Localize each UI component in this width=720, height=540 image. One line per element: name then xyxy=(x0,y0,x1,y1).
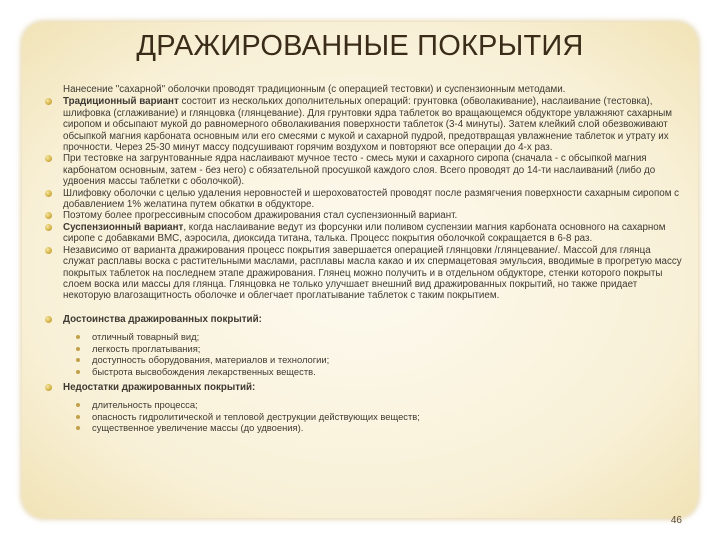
disadvantage-text: длительность процесса; xyxy=(92,398,198,410)
sub-bullet-icon xyxy=(76,370,80,374)
sub-bullet-icon xyxy=(76,335,80,339)
paragraph-text: При тестовке на загрунтованные ядра наслаивают мучное тесто - смесь муки и сахарного сиропа (сначала - с обсыпкой магния карбонатом основным, затем - без него) с обязательной просушкой каждого слоя. Всего проводят до 14-ти наслаиваний (либо до удвоения массы таблетки с оболочкой). xyxy=(63,153,656,188)
paragraph-text: Поэтому более прогрессивным способом дражирования стал суспензионный вариант. xyxy=(63,210,458,222)
intro-text: Нанесение "сахарной" оболочки проводят традиционным (с операцией тестовки) и суспензионным методами. xyxy=(63,84,566,95)
bullet-icon xyxy=(45,212,52,219)
paragraph-lead: Суспензионный вариант xyxy=(63,221,184,233)
disadvantage-text: опасность гидролитической и тепловой деструкции действующих веществ; xyxy=(92,410,420,422)
paragraph-text: Независимо от варианта дражирования процесс покрытия завершается операцией глянцовки /глянцевание/. Массой для глянца служат расплавы воска с растительными маслами, расплавы масла какао и их спермацетовая эмульсия, вводимые в прогретую массу покрытых таблеток на последнем этапе дражирования. Глянец можно получить и в отдельном обдукторе, стенки которого покрыты слоем воска или массы для глянца. Глянцовка не только улучшает внешний вид дражированных покрытий, но также придает некоторую влагозащитность оболочке и облегчает проглатывание таблеток с таким покрытием. xyxy=(63,244,682,302)
bullet-icon xyxy=(45,384,52,391)
paragraph-progressive xyxy=(40,210,685,221)
sub-bullet-icon xyxy=(76,403,80,407)
bullet-icon xyxy=(45,98,52,105)
sub-bullet-icon xyxy=(76,426,80,430)
paragraph-text: состоит из нескольких дополнительных операций: грунтовка (обволакивание), наслаивание (тестовка), шлифовка (сглаживание) и глянцовка (глянцевание). Для грунтовки ядра таблеток во вращающемся обдукторе увлажняют сахарным сиропом и обсыпают мукой до равномерного обволакивания поверхности таблеток (3-4 минуты). Затем клейкий слой обезвоживают обсыпкой магния карбоната основным или его смесями с мукой и сахарной пудрой, предотвращая увлажнение таблеток и утрату их прочности. Через 25-30 минут массу подсушивают горячим воздухом и повторяют все операции до 4-х раз. xyxy=(63,96,673,154)
disadvantage-item xyxy=(40,399,685,411)
advantage-item xyxy=(40,331,685,343)
disadvantages-heading xyxy=(40,382,685,393)
paragraph-glyantsovka xyxy=(40,245,685,302)
slide-title: ДРАЖИРОВАННЫЕ ПОКРЫТИЯ xyxy=(136,30,584,62)
advantage-item xyxy=(40,354,685,366)
slide-content xyxy=(40,84,685,434)
disadvantage-item xyxy=(40,422,685,434)
advantage-item xyxy=(40,366,685,378)
paragraph-shlifovka xyxy=(40,188,685,211)
advantage-text: доступность оборудования, материалов и технологии; xyxy=(92,354,330,366)
advantages-heading xyxy=(40,314,685,325)
paragraph-lead: Традиционный вариант xyxy=(63,96,179,108)
bullet-icon xyxy=(45,316,52,323)
sub-bullet-icon xyxy=(76,358,80,362)
bullet-icon xyxy=(45,155,52,162)
sub-bullet-icon xyxy=(76,347,80,351)
bullet-icon xyxy=(45,190,52,197)
bullet-icon xyxy=(45,224,52,231)
advantages-heading-text: Достоинства дражированных покрытий: xyxy=(63,313,262,325)
advantage-text: быстрота высвобождения лекарственных веществ. xyxy=(92,365,316,377)
page-number: 46 xyxy=(670,515,682,526)
paragraph-text: Шлифовку оболочки с целью удаления неровностей и шероховатостей проводят после размягчения поверхности сахарным сиропом с добавлением 1% желатина путем обкатки в обдукторе. xyxy=(63,187,680,211)
paragraph-suspension xyxy=(40,222,685,245)
disadvantage-text: существенное увеличение массы (до удвоения). xyxy=(92,422,304,434)
bullet-icon xyxy=(45,247,52,254)
sub-bullet-icon xyxy=(76,415,80,419)
advantage-text: отличный товарный вид; xyxy=(92,331,200,343)
advantage-text: легкость проглатывания; xyxy=(92,342,201,354)
paragraph-text: , когда наслаивание ведут из форсунки или поливом суспензии магния карбоната основного на сахарном сиропе с добавками ВМС, аэросила, диоксида титана, талька. Процесс покрытия оболочкой сокращается в 6-8 раз. xyxy=(63,221,666,245)
disadvantages-heading-text: Недостатки дражированных покрытий: xyxy=(63,381,256,393)
paragraph-traditional xyxy=(40,96,685,153)
advantage-item xyxy=(40,343,685,355)
paragraph-testovka xyxy=(40,153,685,187)
disadvantage-item xyxy=(40,411,685,423)
